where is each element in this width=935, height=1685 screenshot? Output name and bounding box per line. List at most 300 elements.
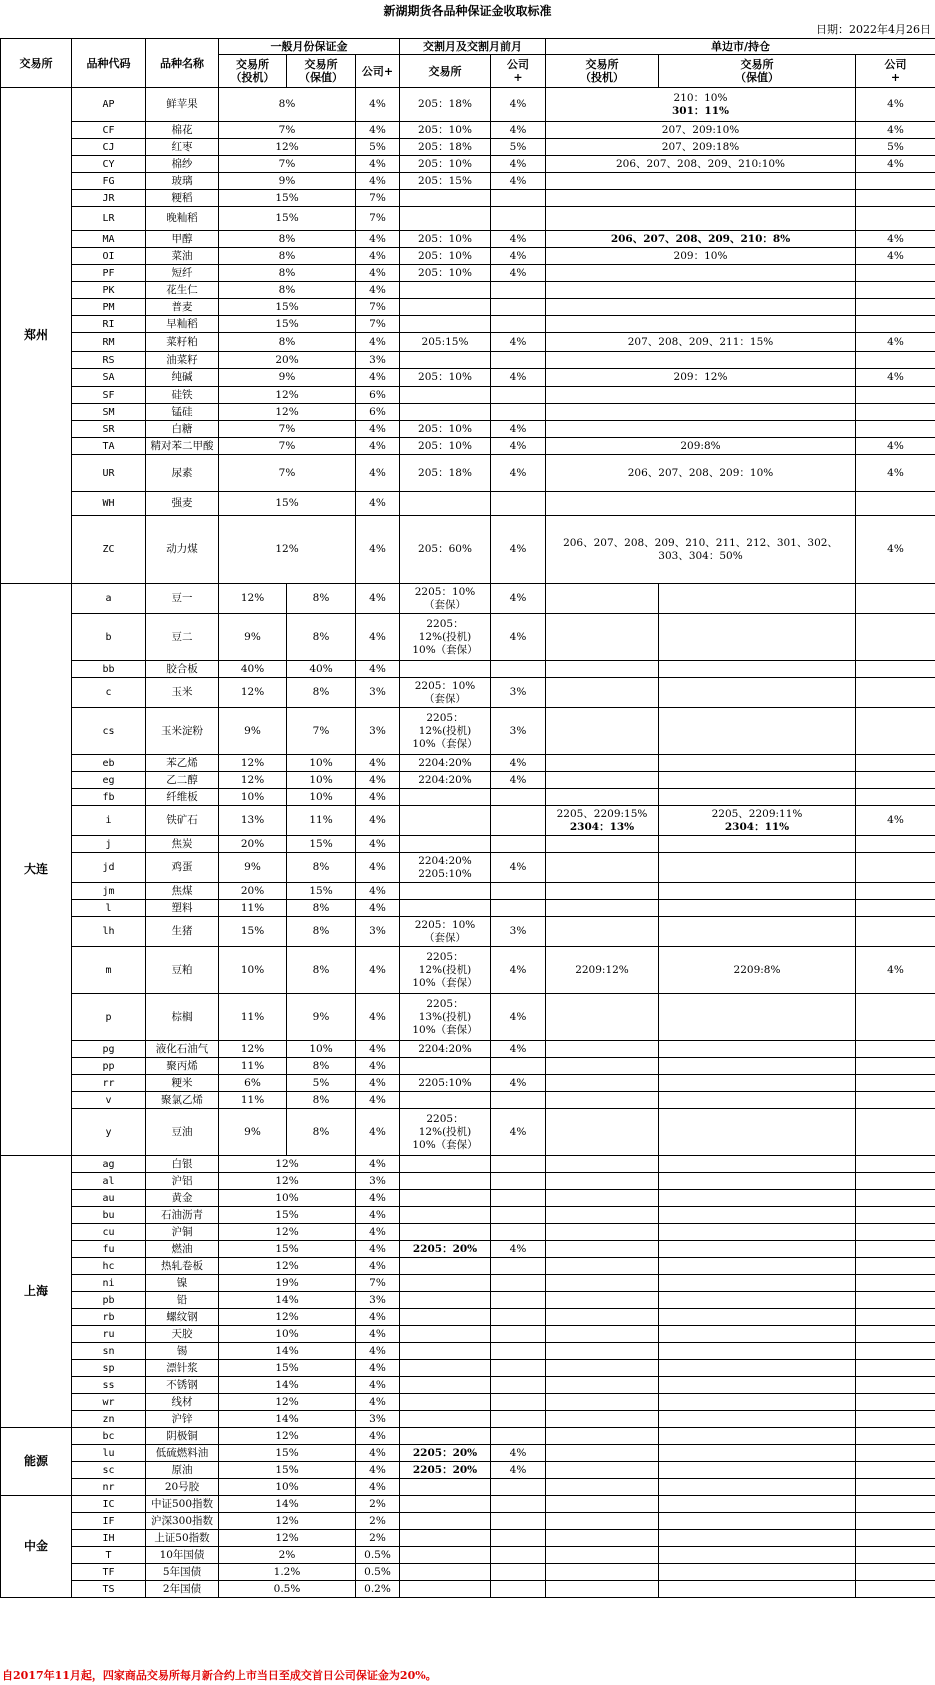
single-company-cell: 4%	[856, 806, 935, 836]
single-hedge-cell	[659, 614, 856, 661]
hedge-margin-cell: 8%	[287, 900, 356, 917]
company-plus-cell: 4%	[356, 421, 400, 438]
single-company-cell	[856, 1581, 935, 1598]
delivery-margin-cell	[400, 1190, 491, 1207]
single-company-cell	[856, 900, 935, 917]
code-cell: ss	[72, 1377, 146, 1394]
single-company-cell	[856, 1190, 935, 1207]
single-hedge-cell	[659, 1445, 856, 1462]
name-cell: 镍	[146, 1275, 219, 1292]
delivery-company-cell	[491, 492, 546, 516]
name-cell: 热轧卷板	[146, 1258, 219, 1275]
single-spec-cell	[546, 1309, 659, 1326]
delivery-company-cell	[491, 352, 546, 369]
single-margin-cell	[546, 492, 856, 516]
single-company-cell	[856, 1564, 935, 1581]
code-cell: j	[72, 836, 146, 853]
table-row	[1, 299, 935, 316]
company-plus-cell: 4%	[356, 853, 400, 883]
delivery-margin-cell	[400, 1343, 491, 1360]
code-cell: PF	[72, 265, 146, 282]
margin-cell: 14%	[219, 1496, 356, 1513]
company-plus-cell: 4%	[356, 1109, 400, 1156]
single-hedge-cell	[659, 994, 856, 1041]
delivery-company-cell	[491, 1360, 546, 1377]
delivery-margin-cell	[400, 1564, 491, 1581]
delivery-company-cell	[491, 282, 546, 299]
single-margin-cell	[546, 139, 856, 156]
single-hedge-cell	[659, 584, 856, 614]
margin-cell: 1.2%	[219, 1564, 356, 1581]
code-cell: m	[72, 947, 146, 994]
cell-line: 2205、2209:11%	[711, 807, 803, 820]
delivery-margin-cell: 205：18%	[400, 139, 491, 156]
delivery-company-cell: 4%	[491, 156, 546, 173]
company-plus-cell: 4%	[356, 173, 400, 190]
single-spec-cell	[546, 1041, 659, 1058]
name-cell: 粳稻	[146, 190, 219, 207]
company-plus-cell: 4%	[356, 883, 400, 900]
table-row	[1, 516, 935, 584]
table-row	[1, 1275, 935, 1292]
margin-cell: 15%	[219, 1360, 356, 1377]
exchange-cell: 上海	[1, 1156, 72, 1428]
table-row	[1, 661, 935, 678]
delivery-margin-cell: 205：10%	[400, 156, 491, 173]
single-company-cell: 4%	[856, 947, 935, 994]
margin-cell: 12%	[219, 387, 356, 404]
delivery-company-cell: 4%	[491, 1462, 546, 1479]
single-hedge-cell	[659, 900, 856, 917]
spec-margin-cell: 11%	[219, 900, 287, 917]
delivery-company-cell	[491, 1156, 546, 1173]
hedge-margin-cell: 8%	[287, 678, 356, 708]
delivery-company-cell: 5%	[491, 139, 546, 156]
cell-line: 2204:20%	[418, 854, 472, 867]
table-row	[1, 1109, 935, 1156]
single-spec-cell	[546, 1092, 659, 1109]
code-cell: fb	[72, 789, 146, 806]
margin-cell: 12%	[219, 1156, 356, 1173]
name-cell: 豆二	[146, 614, 219, 661]
table-row	[1, 156, 935, 173]
cell-line: 209：10%	[673, 249, 728, 262]
company-plus-cell: 4%	[356, 1326, 400, 1343]
name-cell: 晚籼稻	[146, 207, 219, 231]
code-cell: IF	[72, 1513, 146, 1530]
delivery-margin-cell	[400, 282, 491, 299]
company-plus-cell: 4%	[356, 1394, 400, 1411]
code-cell: y	[72, 1109, 146, 1156]
margin-cell: 10%	[219, 1326, 356, 1343]
single-spec-cell	[546, 1445, 659, 1462]
footer-note: 自2017年11月起，四家商品交易所每月新合约上市当日至成交首日公司保证金为20%。	[2, 1669, 437, 1682]
single-hedge-cell	[659, 1394, 856, 1411]
delivery-company-cell: 4%	[491, 994, 546, 1041]
code-cell: bc	[72, 1428, 146, 1445]
delivery-margin-cell	[400, 947, 491, 994]
delivery-margin-cell	[400, 614, 491, 661]
header-delivery-margin: 交割月及交割月前月	[400, 39, 546, 55]
name-cell: 塑料	[146, 900, 219, 917]
delivery-company-cell	[491, 661, 546, 678]
company-plus-cell: 7%	[356, 1275, 400, 1292]
code-cell: pb	[72, 1292, 146, 1309]
table-row	[1, 1258, 935, 1275]
table-row	[1, 1092, 935, 1109]
single-company-cell: 4%	[856, 88, 935, 122]
code-cell: au	[72, 1190, 146, 1207]
margin-cell: 15%	[219, 316, 356, 333]
delivery-margin-cell	[400, 352, 491, 369]
single-hedge-cell	[659, 1411, 856, 1428]
hedge-margin-cell: 5%	[287, 1075, 356, 1092]
company-plus-cell: 4%	[356, 455, 400, 492]
single-hedge-cell	[659, 1462, 856, 1479]
name-cell: 菜籽粕	[146, 333, 219, 352]
margin-cell: 12%	[219, 1394, 356, 1411]
table-body	[1, 88, 935, 1598]
company-plus-cell: 4%	[356, 1360, 400, 1377]
spec-margin-cell: 12%	[219, 678, 287, 708]
company-plus-cell: 4%	[356, 1058, 400, 1075]
company-plus-cell: 5%	[356, 139, 400, 156]
code-cell: cs	[72, 708, 146, 755]
spec-margin-cell: 9%	[219, 853, 287, 883]
name-cell: 玻璃	[146, 173, 219, 190]
single-hedge-cell	[659, 1530, 856, 1547]
single-margin-cell	[546, 455, 856, 492]
name-cell: 纯碱	[146, 369, 219, 387]
company-plus-cell: 4%	[356, 614, 400, 661]
hedge-margin-cell: 8%	[287, 853, 356, 883]
name-cell: 甲醇	[146, 231, 219, 248]
name-cell: 阴极铜	[146, 1428, 219, 1445]
code-cell: FG	[72, 173, 146, 190]
company-plus-cell: 4%	[356, 1041, 400, 1058]
company-plus-cell: 4%	[356, 438, 400, 455]
delivery-company-cell	[491, 1513, 546, 1530]
hedge-margin-cell: 15%	[287, 883, 356, 900]
delivery-company-cell	[491, 1547, 546, 1564]
single-spec-cell	[546, 1326, 659, 1343]
single-spec-cell	[546, 678, 659, 708]
table-row	[1, 1224, 935, 1241]
delivery-company-cell: 4%	[491, 455, 546, 492]
code-cell: pg	[72, 1041, 146, 1058]
hedge-margin-cell: 10%	[287, 772, 356, 789]
margin-cell: 8%	[219, 88, 356, 122]
cell-line: 207、209:10%	[661, 123, 740, 136]
spec-margin-cell: 13%	[219, 806, 287, 836]
name-cell: 黄金	[146, 1190, 219, 1207]
single-company-cell	[856, 282, 935, 299]
exchange-cell: 能源	[1, 1428, 72, 1496]
delivery-company-cell	[491, 883, 546, 900]
company-plus-cell: 4%	[356, 755, 400, 772]
single-hedge-cell	[659, 755, 856, 772]
table-row	[1, 1530, 935, 1547]
company-plus-cell: 4%	[356, 265, 400, 282]
single-hedge-cell	[659, 1041, 856, 1058]
single-hedge-cell	[659, 1275, 856, 1292]
delivery-margin-cell	[400, 900, 491, 917]
delivery-company-cell	[491, 1058, 546, 1075]
single-hedge-cell	[659, 1224, 856, 1241]
delivery-margin-cell	[400, 492, 491, 516]
delivery-margin-cell	[400, 1360, 491, 1377]
code-cell: jm	[72, 883, 146, 900]
delivery-margin-cell	[400, 1377, 491, 1394]
cell-line: （套保）	[424, 598, 466, 611]
cell-line: 2205：10%	[414, 585, 476, 598]
hedge-margin-cell: 8%	[287, 1092, 356, 1109]
single-company-cell	[856, 1479, 935, 1496]
table-row	[1, 755, 935, 772]
single-company-cell: 4%	[856, 248, 935, 265]
single-company-cell	[856, 772, 935, 789]
cell-line: 209:8%	[680, 439, 721, 452]
single-company-cell	[856, 1547, 935, 1564]
delivery-company-cell	[491, 1496, 546, 1513]
table-row	[1, 1462, 935, 1479]
single-company-cell: 5%	[856, 139, 935, 156]
hedge-margin-cell: 8%	[287, 947, 356, 994]
name-cell: 石油沥青	[146, 1207, 219, 1224]
single-hedge-cell	[659, 806, 856, 836]
code-cell: a	[72, 584, 146, 614]
cell-line: 10%（套保）	[412, 737, 478, 750]
code-cell: lh	[72, 917, 146, 947]
hedge-margin-cell: 7%	[287, 708, 356, 755]
delivery-company-cell	[491, 1292, 546, 1309]
single-company-cell	[856, 1207, 935, 1224]
single-hedge-cell	[659, 1513, 856, 1530]
spec-margin-cell: 15%	[219, 917, 287, 947]
hedge-margin-cell: 10%	[287, 1041, 356, 1058]
delivery-company-cell: 4%	[491, 333, 546, 352]
single-margin-cell	[546, 438, 856, 455]
cell-line: 2205：	[426, 711, 464, 724]
name-cell: 焦煤	[146, 883, 219, 900]
company-plus-cell: 4%	[356, 1343, 400, 1360]
single-company-cell: 4%	[856, 369, 935, 387]
code-cell: eb	[72, 755, 146, 772]
single-hedge-cell	[659, 947, 856, 994]
code-cell: RS	[72, 352, 146, 369]
single-hedge-cell	[659, 1479, 856, 1496]
company-plus-cell: 6%	[356, 387, 400, 404]
single-hedge-cell	[659, 1564, 856, 1581]
name-cell: 沪锌	[146, 1411, 219, 1428]
single-company-cell	[856, 387, 935, 404]
single-margin-cell	[546, 369, 856, 387]
single-company-cell	[856, 1173, 935, 1190]
table-row	[1, 917, 935, 947]
name-cell: 强麦	[146, 492, 219, 516]
delivery-company-cell: 3%	[491, 917, 546, 947]
cell-line: 2204:20%	[418, 773, 472, 786]
table-row	[1, 1241, 935, 1258]
delivery-margin-cell	[400, 1547, 491, 1564]
delivery-company-cell: 4%	[491, 1041, 546, 1058]
single-spec-cell	[546, 1513, 659, 1530]
code-cell: WH	[72, 492, 146, 516]
cell-line: 2204:20%	[418, 1042, 472, 1055]
company-plus-cell: 4%	[356, 1156, 400, 1173]
cell-line: 10%（套保）	[412, 1023, 478, 1036]
name-cell: 硅铁	[146, 387, 219, 404]
hedge-margin-cell: 8%	[287, 614, 356, 661]
margin-cell: 0.5%	[219, 1581, 356, 1598]
code-cell: nr	[72, 1479, 146, 1496]
single-margin-cell	[546, 516, 856, 584]
single-spec-cell	[546, 1075, 659, 1092]
table-row	[1, 772, 935, 789]
delivery-company-cell: 4%	[491, 516, 546, 584]
company-plus-cell: 4%	[356, 661, 400, 678]
delivery-margin-cell	[400, 1513, 491, 1530]
name-cell: 铁矿石	[146, 806, 219, 836]
header-delivery-company: 公司 +	[491, 55, 546, 88]
table-row	[1, 1058, 935, 1075]
name-cell: 胶合板	[146, 661, 219, 678]
delivery-margin-cell: 205：10%	[400, 369, 491, 387]
cell-line: 2205：	[426, 950, 464, 963]
name-cell: 2年国债	[146, 1581, 219, 1598]
table-row	[1, 421, 935, 438]
code-cell: bu	[72, 1207, 146, 1224]
code-cell: PK	[72, 282, 146, 299]
cell-line: 2205:10%	[418, 1076, 472, 1089]
delivery-margin-cell	[400, 1326, 491, 1343]
single-company-cell: 4%	[856, 156, 935, 173]
table-row	[1, 207, 935, 231]
code-cell: TS	[72, 1581, 146, 1598]
single-hedge-cell	[659, 1173, 856, 1190]
table-row	[1, 352, 935, 369]
cell-line: 2205、2209:15%	[556, 807, 648, 820]
delivery-company-cell: 4%	[491, 369, 546, 387]
single-company-cell	[856, 421, 935, 438]
spec-margin-cell: 9%	[219, 614, 287, 661]
single-spec-cell	[546, 1258, 659, 1275]
name-cell: 豆一	[146, 584, 219, 614]
single-company-cell: 4%	[856, 333, 935, 352]
company-plus-cell: 7%	[356, 316, 400, 333]
delivery-company-cell	[491, 207, 546, 231]
name-cell: 螺纹钢	[146, 1309, 219, 1326]
code-cell: p	[72, 994, 146, 1041]
name-cell: 中证500指数	[146, 1496, 219, 1513]
delivery-company-cell	[491, 1343, 546, 1360]
code-cell: SF	[72, 387, 146, 404]
single-hedge-cell	[659, 1343, 856, 1360]
margin-cell: 7%	[219, 455, 356, 492]
single-company-cell: 4%	[856, 455, 935, 492]
hedge-margin-cell: 10%	[287, 789, 356, 806]
margin-cell: 12%	[219, 1428, 356, 1445]
single-margin-cell	[546, 173, 856, 190]
company-plus-cell: 4%	[356, 994, 400, 1041]
table-row	[1, 900, 935, 917]
delivery-company-cell	[491, 1326, 546, 1343]
table-row	[1, 455, 935, 492]
name-cell: 豆粕	[146, 947, 219, 994]
table-row	[1, 404, 935, 421]
company-plus-cell: 4%	[356, 836, 400, 853]
exchange-cell: 大连	[1, 584, 72, 1156]
name-cell: 菜油	[146, 248, 219, 265]
single-hedge-cell	[659, 678, 856, 708]
hedge-margin-cell: 8%	[287, 917, 356, 947]
margin-cell: 8%	[219, 248, 356, 265]
table-row	[1, 231, 935, 248]
table-row	[1, 316, 935, 333]
single-company-cell	[856, 299, 935, 316]
single-spec-cell	[546, 1547, 659, 1564]
delivery-company-cell	[491, 1309, 546, 1326]
single-hedge-cell	[659, 1258, 856, 1275]
delivery-company-cell	[491, 1275, 546, 1292]
delivery-margin-cell	[400, 1075, 491, 1092]
single-margin-cell	[546, 248, 856, 265]
margin-cell: 10%	[219, 1190, 356, 1207]
margin-cell: 7%	[219, 421, 356, 438]
name-cell: 白糖	[146, 421, 219, 438]
company-plus-cell: 4%	[356, 122, 400, 139]
single-hedge-cell	[659, 1207, 856, 1224]
company-plus-cell: 4%	[356, 1092, 400, 1109]
hedge-margin-cell: 8%	[287, 584, 356, 614]
delivery-margin-cell: 205：10%	[400, 421, 491, 438]
single-company-cell	[856, 836, 935, 853]
spec-margin-cell: 10%	[219, 789, 287, 806]
table-row	[1, 1173, 935, 1190]
company-plus-cell: 7%	[356, 207, 400, 231]
table-row	[1, 333, 935, 352]
margin-cell: 8%	[219, 333, 356, 352]
delivery-company-cell	[491, 1428, 546, 1445]
delivery-company-cell	[491, 1479, 546, 1496]
cell-line: （套保）	[424, 931, 466, 944]
code-cell: TF	[72, 1564, 146, 1581]
code-cell: LR	[72, 207, 146, 231]
exchange-cell: 郑州	[1, 88, 72, 584]
single-company-cell	[856, 190, 935, 207]
single-spec-cell	[546, 661, 659, 678]
table-row	[1, 1496, 935, 1513]
name-cell: 乙二醇	[146, 772, 219, 789]
single-spec-cell	[546, 755, 659, 772]
delivery-margin-cell	[400, 806, 491, 836]
code-cell: RM	[72, 333, 146, 352]
spec-margin-cell: 11%	[219, 994, 287, 1041]
table-row	[1, 1343, 935, 1360]
single-spec-cell	[546, 917, 659, 947]
delivery-margin-cell: 205：15%	[400, 173, 491, 190]
code-cell: ru	[72, 1326, 146, 1343]
delivery-margin-cell	[400, 207, 491, 231]
cell-line: 303、304：50%	[658, 549, 743, 562]
name-cell: 短纤	[146, 265, 219, 282]
delivery-margin-cell: 205：18%	[400, 88, 491, 122]
code-cell: SR	[72, 421, 146, 438]
delivery-company-cell	[491, 1173, 546, 1190]
delivery-margin-cell	[400, 755, 491, 772]
single-company-cell	[856, 1092, 935, 1109]
delivery-company-cell: 3%	[491, 678, 546, 708]
